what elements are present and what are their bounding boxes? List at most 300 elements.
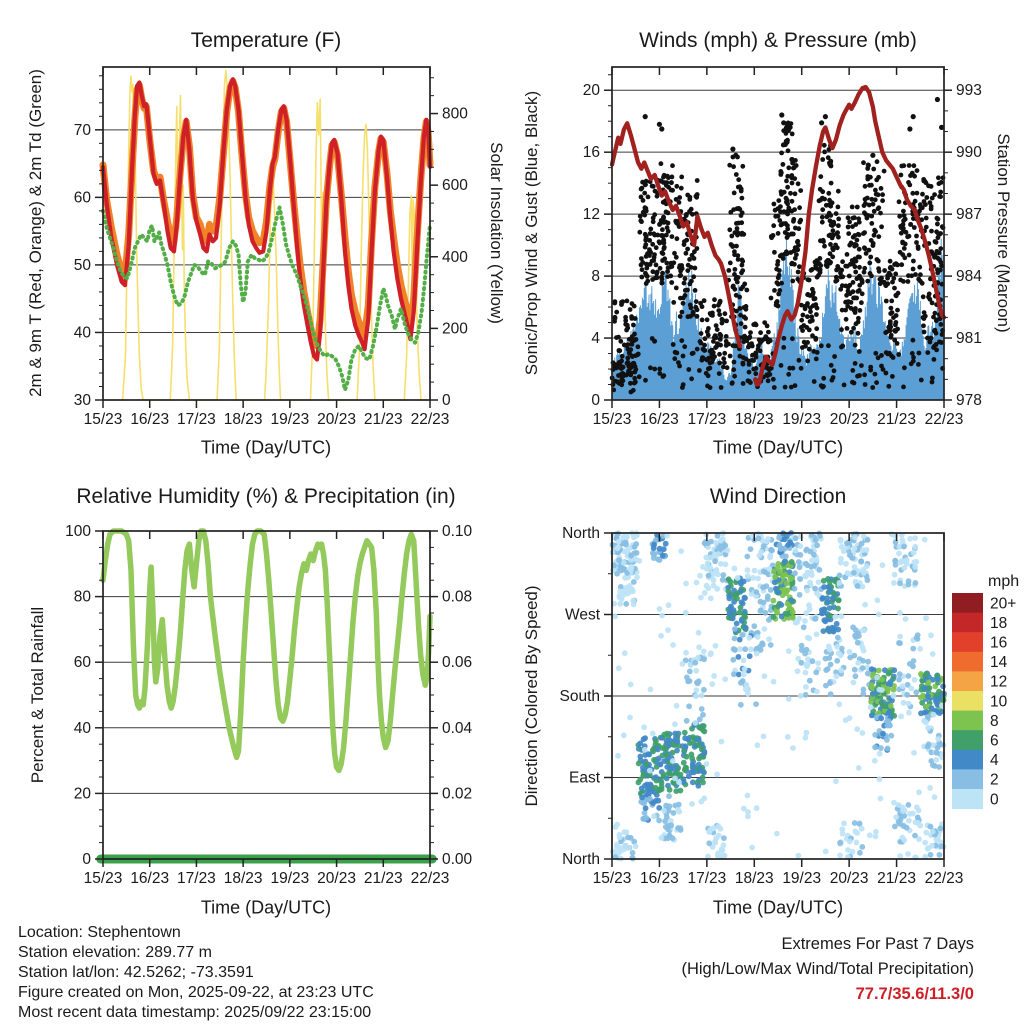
gust-point <box>789 173 794 178</box>
wind-direction-point <box>835 635 841 641</box>
wind-direction-point <box>636 780 642 786</box>
wind-direction-point <box>893 539 899 545</box>
gust-point <box>914 234 919 239</box>
gust-point <box>619 300 624 305</box>
gust-point <box>679 175 684 180</box>
gust-point <box>691 310 696 315</box>
gust-point <box>785 227 790 232</box>
gust-point <box>874 380 879 385</box>
wind-direction-point <box>837 573 843 579</box>
wind-direction-point <box>771 598 777 604</box>
gust-point <box>899 173 904 178</box>
gust-point <box>774 267 779 272</box>
wind-direction-point <box>718 538 724 544</box>
x-tick-label: 21/23 <box>877 411 916 428</box>
y-tick-label: 0.10 <box>442 523 473 540</box>
gust-point <box>643 378 648 383</box>
wind-direction-point <box>868 704 874 710</box>
gust-point <box>624 328 629 333</box>
wind-direction-point <box>828 662 834 668</box>
wind-direction-point <box>935 676 941 682</box>
wind-direction-point <box>814 542 820 548</box>
wind-direction-point <box>879 701 885 707</box>
wind-direction-point <box>788 576 794 582</box>
gust-point <box>741 355 746 360</box>
gust-point <box>731 284 736 289</box>
gust-point <box>695 314 700 319</box>
gust-point <box>831 247 836 252</box>
wind-direction-point <box>823 683 829 689</box>
gust-point <box>771 377 776 382</box>
gust-point <box>893 329 898 334</box>
gust-point <box>885 329 890 334</box>
gust-point <box>793 158 798 163</box>
wind-direction-point <box>904 692 910 698</box>
gust-point <box>642 209 647 214</box>
gust-point <box>924 195 929 200</box>
wind-direction-point <box>834 673 840 679</box>
wind-direction-point <box>695 680 701 686</box>
y-tick-label: 60 <box>73 654 91 672</box>
wind-direction-point <box>741 658 747 664</box>
gust-point <box>822 244 827 249</box>
gust-point <box>724 334 729 339</box>
temp_2m-series <box>103 79 430 359</box>
gust-point <box>623 322 628 327</box>
wind-direction-point <box>838 538 844 544</box>
gust-point <box>726 268 731 273</box>
gust-point <box>895 341 900 346</box>
wind-direction-point <box>700 780 706 786</box>
gust-point <box>645 274 650 279</box>
wind-direction-point <box>801 624 807 630</box>
gust-point <box>908 222 913 227</box>
y-tick-label: 0 <box>591 392 600 409</box>
gust-point <box>876 192 881 197</box>
wind-direction-point <box>838 560 844 566</box>
wind-direction-point <box>643 805 649 811</box>
gust-point <box>814 312 819 317</box>
wind-direction-point <box>869 713 875 719</box>
wind-direction-point <box>925 693 931 699</box>
gust-point <box>880 198 885 203</box>
wind-direction-point <box>847 649 853 655</box>
gust-point <box>890 267 895 272</box>
gust-point <box>709 348 714 353</box>
gust-point <box>832 368 837 373</box>
gust-point <box>697 368 702 373</box>
gust-point <box>706 373 711 378</box>
wind-direction-point <box>877 751 883 757</box>
gust-point <box>636 344 641 349</box>
gust-point <box>717 352 722 357</box>
gust-point <box>730 147 735 152</box>
wind-direction-point <box>624 548 630 554</box>
wind-direction-y-left-label: Direction (Colored By Speed) <box>522 585 541 807</box>
wind-direction-point <box>701 656 707 662</box>
gust-point <box>786 165 791 170</box>
x-tick-label: 18/23 <box>734 870 774 887</box>
wind-direction-point <box>730 616 736 622</box>
gust-point <box>904 230 909 235</box>
gust-point <box>836 205 841 210</box>
wind-direction-point <box>650 800 656 806</box>
wind-direction-point <box>813 670 819 676</box>
wind-direction-point <box>629 855 635 861</box>
gust-point <box>703 336 708 341</box>
wind-direction-point <box>802 618 808 624</box>
gust-point <box>836 223 841 228</box>
wind-direction-point <box>721 835 727 841</box>
x-tick-label: 18/23 <box>223 870 263 887</box>
wind-direction-point <box>867 832 873 838</box>
gust-point <box>740 268 745 273</box>
wind-direction-point <box>803 692 809 698</box>
wind-direction-point <box>655 556 661 562</box>
wind-direction-point <box>785 587 791 593</box>
wind-direction-point <box>761 600 767 606</box>
wind-direction-point <box>852 564 858 570</box>
wind-direction-point <box>928 852 934 858</box>
gust-point <box>633 367 638 372</box>
wind-direction-point <box>630 588 636 594</box>
wind-direction-chart-title: Wind Direction <box>709 485 847 508</box>
wind-direction-point <box>766 566 772 572</box>
gust-point <box>624 373 629 378</box>
gust-point <box>853 222 858 227</box>
gust-point <box>885 281 890 286</box>
gust-point <box>902 255 907 260</box>
gust-point <box>628 381 633 386</box>
wind-direction-point <box>855 660 861 666</box>
wind-direction-point <box>843 561 849 567</box>
wind-direction-point <box>900 683 906 689</box>
gust-point <box>651 216 656 221</box>
gust-point <box>686 263 691 268</box>
wind-direction-point <box>772 574 778 580</box>
wind-direction-point <box>841 820 847 826</box>
wind-direction-point <box>659 835 665 841</box>
gust-point <box>628 307 633 312</box>
gust-point <box>625 361 630 366</box>
wind-direction-point <box>827 605 833 611</box>
gust-point <box>779 192 784 197</box>
gust-point <box>786 148 791 153</box>
gust-point <box>661 175 666 180</box>
gust-point <box>768 338 773 343</box>
gust-point <box>884 371 889 376</box>
wind-direction-point <box>699 692 705 698</box>
wind-direction-point <box>627 715 633 721</box>
wind-direction-point <box>683 610 689 616</box>
wind-direction-point <box>663 541 669 547</box>
gust-point <box>853 233 858 238</box>
gust-point <box>734 293 739 298</box>
wind-direction-point <box>752 568 758 574</box>
humidity-y-left-label: Percent & Total Rainfall <box>28 606 47 784</box>
wind-direction-point <box>906 673 912 679</box>
wind-direction-point <box>830 595 836 601</box>
wind-direction-point <box>713 835 719 841</box>
wind-direction-point <box>792 586 798 592</box>
wind-direction-point <box>790 745 796 751</box>
gust-point <box>632 376 637 381</box>
gust-point <box>936 231 941 236</box>
wind-direction-point <box>658 633 664 639</box>
gust-point <box>901 163 906 168</box>
x-tick-label: 22/23 <box>410 870 450 887</box>
wind-direction-point <box>768 642 774 648</box>
gust-point <box>730 244 735 249</box>
gust-point <box>646 195 651 200</box>
wind-direction-point <box>917 646 923 652</box>
gust-point <box>851 289 856 294</box>
wind-direction-point <box>882 667 888 673</box>
gust-point <box>676 360 681 365</box>
wind-direction-point <box>817 567 823 573</box>
wind-direction-point <box>700 564 706 570</box>
gust-point <box>790 132 795 137</box>
wind-direction-point <box>720 572 726 578</box>
gust-point <box>865 174 870 179</box>
gust-point <box>846 225 851 230</box>
gust-point <box>680 385 685 390</box>
wind-direction-point <box>708 650 714 656</box>
gust-point <box>739 220 744 225</box>
wind-direction-point <box>709 681 715 687</box>
x-tick-label: 21/23 <box>363 411 403 428</box>
gust-point <box>678 263 683 268</box>
temperature-y-right-label: Solar Insolation (Yellow) <box>487 142 506 324</box>
gust-point <box>640 267 645 272</box>
gust-point <box>939 180 944 185</box>
wind-direction-point <box>884 737 890 743</box>
gust-point <box>717 361 722 366</box>
gust-point <box>617 348 622 353</box>
gust-point <box>781 162 786 167</box>
wind-direction-point <box>691 769 697 775</box>
gust-point <box>869 197 874 202</box>
wind-direction-point <box>749 845 755 851</box>
gust-point <box>839 345 844 350</box>
gust-point <box>747 362 752 367</box>
wind-direction-point <box>854 726 860 732</box>
gust-point <box>899 262 904 267</box>
wind-direction-point <box>689 756 695 762</box>
gust-point <box>746 345 751 350</box>
wind-direction-point <box>844 540 850 546</box>
wind-direction-point <box>855 583 861 589</box>
wind-direction-point <box>896 819 902 825</box>
gust-point <box>907 253 912 258</box>
gust-point <box>718 343 723 348</box>
gust-point <box>850 380 855 385</box>
gust-point <box>832 354 837 359</box>
gust-point <box>829 181 834 186</box>
x-tick-label: 16/23 <box>640 870 679 887</box>
wind-direction-point <box>886 710 892 716</box>
wind-direction-point <box>711 570 717 576</box>
wind-direction-point <box>711 825 717 831</box>
gust-point <box>876 259 881 264</box>
wind-direction-point <box>761 543 767 549</box>
wind-direction-point <box>925 744 931 750</box>
gust-point <box>870 385 875 390</box>
gust-point <box>779 281 784 286</box>
wind-direction-point <box>639 786 645 792</box>
gust-point <box>871 167 876 172</box>
gust-point <box>808 319 813 324</box>
gust-point <box>843 308 848 313</box>
gust-point <box>853 361 858 366</box>
gust-point <box>918 272 923 277</box>
wind-direction-point <box>897 634 903 640</box>
gust-point <box>925 350 930 355</box>
gust-point <box>670 175 675 180</box>
gust-point <box>742 339 747 344</box>
gust-point <box>911 267 916 272</box>
gust-point <box>861 231 866 236</box>
wind-direction-point <box>898 560 904 566</box>
wind-direction-point <box>855 630 861 636</box>
wind-direction-point <box>896 640 902 646</box>
gust-point <box>797 205 802 210</box>
wind-direction-point <box>852 545 858 551</box>
wind-direction-point <box>927 785 933 791</box>
gust-point <box>901 279 906 284</box>
gust-point <box>660 258 665 263</box>
wind-direction-point <box>762 626 768 632</box>
gust-point <box>699 358 704 363</box>
wind-direction-point <box>906 802 912 808</box>
wind-direction-point <box>648 782 654 788</box>
y-tick-label: 0 <box>442 392 451 409</box>
wind-direction-point <box>796 559 802 565</box>
y-tick-label: 0 <box>82 851 91 868</box>
wind-direction-point <box>827 629 833 635</box>
gust-point <box>662 246 667 251</box>
wind-direction-point <box>693 668 699 674</box>
gust-point <box>700 318 705 323</box>
wind-direction-point <box>904 557 910 563</box>
wind-direction-point <box>689 801 695 807</box>
wind-direction-point <box>734 591 740 597</box>
wind-direction-point <box>837 840 843 846</box>
gust-point <box>822 143 827 148</box>
gust-point <box>694 305 699 310</box>
wind-direction-point <box>928 824 934 830</box>
wind-direction-point <box>701 795 707 801</box>
gust-point <box>826 191 831 196</box>
footer-created: Figure created on Mon, 2025-09-22, at 23:23 UTC <box>18 984 374 1001</box>
wind-direction-point <box>766 636 772 642</box>
wind-direction-point <box>922 537 928 543</box>
gust-point <box>820 157 825 162</box>
wind-direction-point <box>859 541 865 547</box>
gust-point <box>620 354 625 359</box>
gust-point <box>845 326 850 331</box>
gust-point <box>637 374 642 379</box>
gust-point <box>618 339 623 344</box>
y-tick-label: 0.08 <box>442 588 473 606</box>
wind-direction-point <box>797 576 803 582</box>
wind-direction-point <box>745 573 751 579</box>
colorbar-entry-label: 4 <box>990 752 999 770</box>
gust-point <box>625 356 630 361</box>
gust-point <box>637 230 642 235</box>
wind-direction-point <box>631 579 637 585</box>
wind_direction-plot <box>559 525 963 887</box>
x-tick-label: 15/23 <box>592 411 632 428</box>
gust-point <box>928 297 933 302</box>
gust-point <box>664 261 669 266</box>
wind-direction-point <box>891 693 897 699</box>
gust-point <box>783 385 788 390</box>
wind-direction-point <box>697 573 703 579</box>
gust-point <box>788 191 793 196</box>
wind-direction-point <box>852 535 858 541</box>
gust-point <box>784 139 789 144</box>
gust-point <box>738 313 743 318</box>
gust-point <box>825 214 830 219</box>
gust-point <box>692 256 697 261</box>
gust-point <box>873 351 878 356</box>
gust-point <box>813 337 818 342</box>
wind-direction-point <box>683 581 689 587</box>
wind-direction-point <box>702 590 708 596</box>
wind-direction-point <box>880 731 886 737</box>
wind-direction-point <box>803 735 809 741</box>
gust-point <box>855 276 860 281</box>
gust-point <box>821 384 826 389</box>
gust-point <box>621 365 626 370</box>
wind-direction-point <box>923 671 929 677</box>
gust-point <box>884 299 889 304</box>
gust-point <box>732 374 737 379</box>
gust-point <box>711 339 716 344</box>
gust-point <box>939 322 944 327</box>
wind-direction-point <box>813 616 819 622</box>
gust-point <box>762 337 767 342</box>
wind-direction-point <box>906 578 912 584</box>
gust-point <box>870 153 875 158</box>
gust-point <box>863 382 868 387</box>
wind-direction-point <box>644 761 650 767</box>
gust-point <box>683 276 688 281</box>
gust-point <box>815 350 820 355</box>
temperature-y-left-label: 2m & 9m T (Red, Orange) & 2m Td (Green) <box>26 69 45 397</box>
gust-point <box>814 326 819 331</box>
wind-direction-point <box>650 731 656 737</box>
wind-direction-point <box>936 764 942 770</box>
wind-direction-point <box>835 606 841 612</box>
wind-direction-point <box>674 703 680 709</box>
wind-direction-point <box>840 831 846 837</box>
gust-point <box>889 333 894 338</box>
gust-point <box>659 126 664 131</box>
wind-direction-point <box>696 644 702 650</box>
wind-direction-point <box>923 615 929 621</box>
wind-direction-point <box>795 668 801 674</box>
wind-direction-point <box>676 809 682 815</box>
gust-point <box>839 268 844 273</box>
gust-point <box>882 268 887 273</box>
gust-point <box>685 247 690 252</box>
wind-direction-point <box>659 613 665 619</box>
gust-point <box>754 355 759 360</box>
wind-direction-point <box>745 814 751 820</box>
gust-point <box>779 363 784 368</box>
